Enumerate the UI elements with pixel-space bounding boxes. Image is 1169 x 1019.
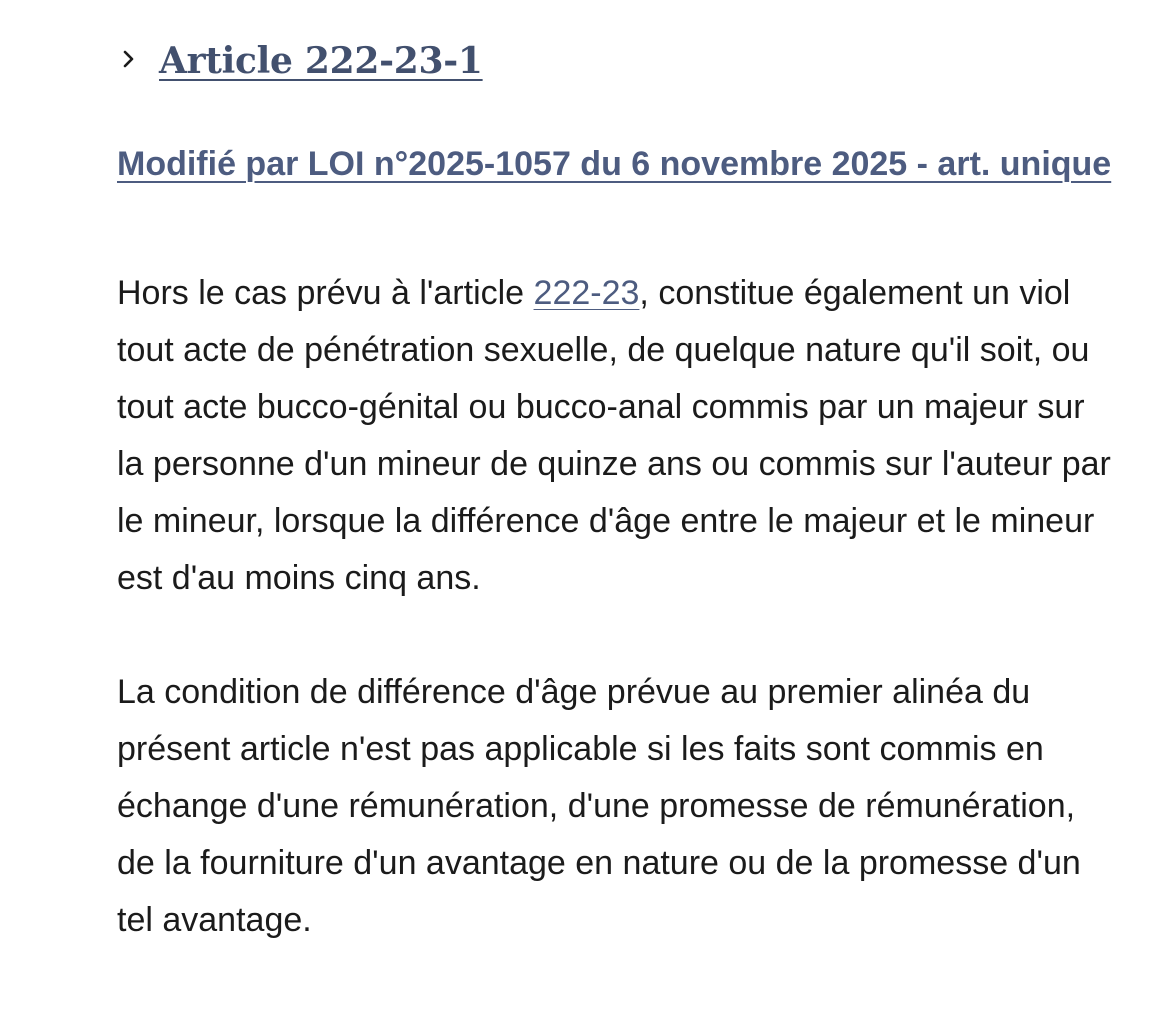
paragraph-1-rest: , constitue également un viol tout acte de pénétration sexuelle, de quelque nature qu'il soit, ou tout acte bucco-génital ou bucco-anal commis par un majeur sur la personne d'un mineur de quinze ans ou commis sur l'auteur par le mineur, lorsque la différence d'âge entre le majeur et le mineur est d'au moins cinq ans. bbox=[117, 274, 1111, 597]
chevron-right-icon[interactable] bbox=[117, 47, 141, 71]
article-222-23-link[interactable]: 222-23 bbox=[533, 274, 640, 312]
paragraph-1 bbox=[117, 265, 1117, 607]
article-title-link[interactable]: Article 222-23-1 bbox=[159, 40, 483, 82]
modified-by-link[interactable]: Modifié par LOI n°2025-1057 du 6 novembre 2025 - art. unique bbox=[117, 145, 1112, 183]
paragraph-2: La condition de différence d'âge prévue au premier alinéa du présent article n'est pas applicable si les faits sont commis en échange d'une rémunération, d'une promesse de rémunération, de la fourniture d'un avantage en nature ou de la promesse d'un tel avantage. bbox=[117, 673, 1081, 939]
article-heading[interactable] bbox=[117, 40, 483, 82]
paragraph-1-intro: Hors le cas prévu à l'article bbox=[117, 274, 534, 312]
article-body bbox=[117, 265, 1117, 949]
